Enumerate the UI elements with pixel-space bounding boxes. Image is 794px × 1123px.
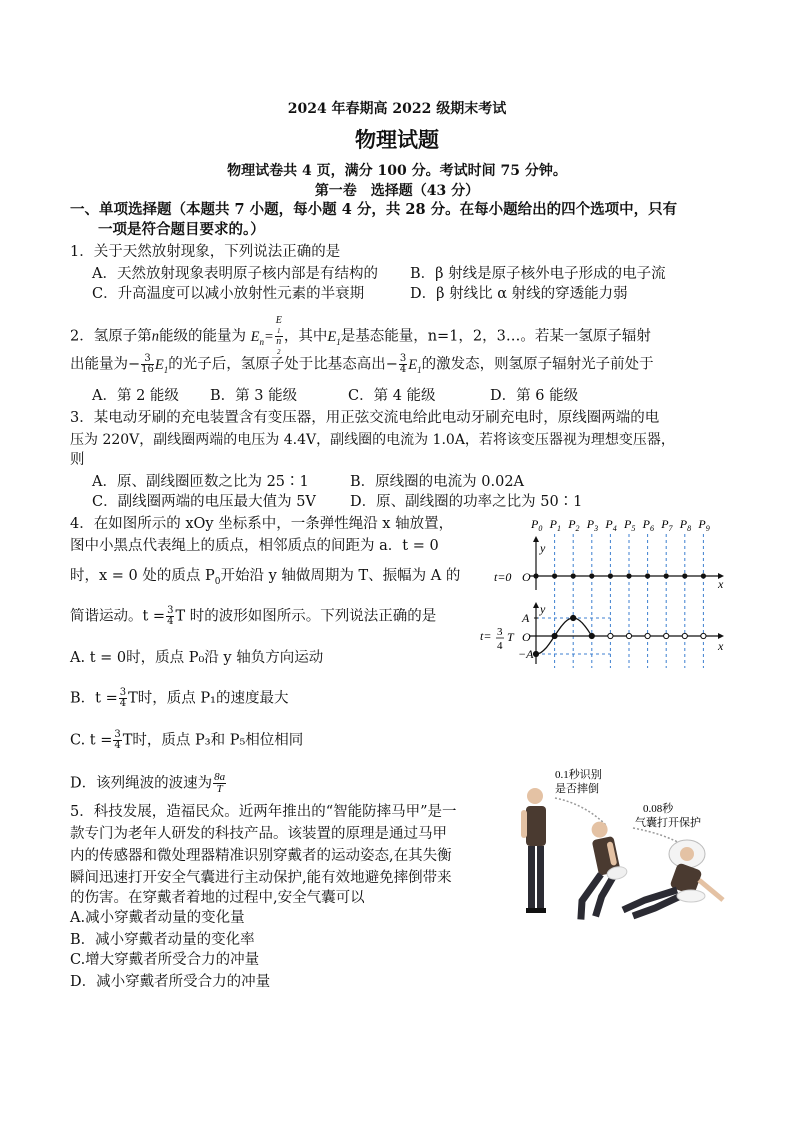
y-label-bottom: y bbox=[540, 602, 546, 616]
q2-option-d: D．第 6 能级 bbox=[490, 388, 579, 404]
q3-stem-line3: 则 bbox=[70, 452, 85, 468]
particle-bottom-2 bbox=[571, 615, 576, 620]
q1-option-c: C．升高温度可以减小放射性元素的半衰期 bbox=[92, 286, 365, 302]
q3-option-c: C．副线圈两端的电压最大值为 5V bbox=[92, 494, 316, 510]
particle-label-9: $P_9$ bbox=[698, 517, 710, 533]
q5-option-c: C.增大穿戴者所受合力的冲量 bbox=[70, 952, 260, 968]
q4-stem-line1: 4．在如图所示的 xOy 坐标系中，一条弹性绳沿 x 轴放置， bbox=[70, 516, 454, 532]
q5-stem-line2: 款专门为老年人研发的科技产品。该装置的原理是通过马甲 bbox=[70, 826, 447, 842]
particle-top-7 bbox=[664, 573, 669, 578]
q2-option-a: A．第 2 能级 bbox=[92, 388, 179, 404]
particle-top-4 bbox=[608, 573, 613, 578]
q4-option-c: C. t = $\frac{3}{4}$ T时，质点 P₃和 P₅相位相同 bbox=[70, 729, 304, 751]
x-label-bottom: x bbox=[718, 639, 724, 653]
particle-label-0: $P_0$ bbox=[531, 517, 543, 533]
particle-bottom-7 bbox=[664, 633, 669, 638]
y-axis-top-arrow bbox=[533, 536, 539, 542]
person-falling-icon bbox=[562, 818, 635, 919]
label-detect-1: 0.1秒识别 bbox=[555, 769, 602, 781]
particle-top-0 bbox=[533, 573, 538, 578]
volume-title: 第一卷 选择题（43 分） bbox=[314, 183, 480, 199]
particle-label-3: $P_3$ bbox=[586, 517, 599, 533]
particle-bottom-1 bbox=[552, 633, 557, 638]
particle-label-4: $P_4$ bbox=[605, 517, 617, 533]
exam-title: 2024 年春期高 2022 级期末考试 bbox=[287, 101, 507, 117]
t34-num: 3 bbox=[497, 626, 503, 638]
section1-heading: 一、单项选择题（本题共 7 小题，每小题 4 分，共 28 分。在每小题给出的四个选项中，只有 bbox=[70, 201, 678, 218]
q5-stem-line4: 瞬间迅速打开安全气囊进行主动保护,能有效地避免摔倒带来 bbox=[70, 870, 452, 886]
q1-option-b: B．β 射线是原子核外电子形成的电子流 bbox=[410, 266, 666, 282]
q3-option-b: B．原线圈的电流为 0.02A bbox=[350, 474, 525, 490]
q5-option-a: A.减小穿戴者动量的变化量 bbox=[70, 910, 245, 926]
particle-bottom-4 bbox=[608, 633, 613, 638]
q3-stem-line1: 3．某电动牙刷的充电装置含有变压器，用正弦交流电给此电动牙刷充电时，原线圈两端的电 bbox=[70, 410, 660, 426]
label-detect-2: 是否摔倒 bbox=[555, 783, 599, 795]
particle-bottom-0 bbox=[533, 651, 538, 656]
particle-top-6 bbox=[645, 573, 650, 578]
q2-option-b: B．第 3 能级 bbox=[210, 388, 298, 404]
q5-stem-line1: 5．科技发展，造福民众。近两年推出的“智能防摔马甲”是一 bbox=[70, 804, 457, 820]
q4-stem-line2: 图中小黑点代表绳上的质点，相邻质点的间距为 a．t = 0 bbox=[70, 538, 439, 554]
x-label-top: x bbox=[718, 577, 724, 591]
q3-option-a: A．原、副线圈匝数之比为 25∶1 bbox=[92, 474, 309, 490]
q1-option-d: D．β 射线比 α 射线的穿透能力弱 bbox=[410, 286, 628, 302]
q4-stem-line4: 简谐运动。t = $\frac{3}{4}$ T 时的波形如图所示。下列说法正确的是 bbox=[70, 605, 437, 627]
energy-fraction: E 1 n 2 bbox=[275, 315, 282, 356]
origin-bottom: O bbox=[522, 630, 531, 644]
q3-option-d: D．原、副线圈的功率之比为 50∶1 bbox=[350, 494, 583, 510]
particle-top-3 bbox=[589, 573, 594, 578]
q5-option-b: B．减小穿戴者动量的变化率 bbox=[70, 932, 255, 948]
origin-top: O bbox=[522, 570, 531, 584]
particle-label-2: $P_2$ bbox=[568, 517, 580, 533]
particle-bottom-9 bbox=[701, 633, 706, 638]
q4-option-a: A. t = 0时，质点 P₀沿 y 轴负方向运动 bbox=[70, 650, 324, 666]
airbag-vest-figure bbox=[515, 764, 740, 924]
particle-label-1: $P_1$ bbox=[549, 517, 561, 533]
particle-top-2 bbox=[571, 573, 576, 578]
t0-label: t=0 bbox=[494, 570, 512, 584]
amplitude-label: A bbox=[522, 611, 530, 625]
q4-option-b: B．t = $\frac{3}{4}$ T时，质点 P₁的速度最大 bbox=[70, 687, 289, 709]
particle-label-7: $P_7$ bbox=[661, 517, 673, 533]
dashed-gridlines bbox=[536, 534, 703, 668]
particle-label-5: $P_5$ bbox=[624, 517, 636, 533]
neg-amplitude-label: −A bbox=[518, 647, 534, 661]
q1-stem: 1．关于天然放射现象，下列说法正确的是 bbox=[70, 244, 341, 260]
q4-option-d: D．该列绳波的波速为 $\frac{8a}{T}$ bbox=[70, 771, 226, 795]
wave-figure bbox=[478, 512, 730, 682]
label-airbag-1: 0.08秒 bbox=[643, 803, 674, 815]
particle-top-9 bbox=[701, 573, 706, 578]
y-label-top: y bbox=[540, 541, 546, 555]
particle-top-1 bbox=[552, 573, 557, 578]
q2-option-c: C．第 4 能级 bbox=[348, 388, 436, 404]
t34-den: 4 bbox=[497, 640, 503, 652]
q5-option-d: D．减小穿戴者所受合力的冲量 bbox=[70, 974, 271, 990]
particle-bottom-5 bbox=[626, 633, 631, 638]
person-airbag-icon bbox=[623, 840, 723, 916]
t34-label: t= bbox=[480, 629, 492, 643]
label-airbag-2: 气囊打开保护 bbox=[635, 817, 701, 829]
q3-stem-line2: 压为 220V，副线圈两端的电压为 4.4V，副线圈的电流为 1.0A，若将该变压器视为理想变压器， bbox=[70, 432, 675, 448]
particle-label-6: $P_6$ bbox=[642, 517, 654, 533]
particle-labels bbox=[530, 517, 710, 533]
particle-top-5 bbox=[626, 573, 631, 578]
person-standing-icon bbox=[521, 788, 546, 913]
section1-heading-cont: 一项是符合题目要求的。） bbox=[98, 221, 265, 238]
exam-info: 物理试卷共 4 页，满分 100 分。考试时间 75 分钟。 bbox=[227, 163, 567, 179]
t34-T: T bbox=[507, 630, 514, 644]
particle-bottom-3 bbox=[589, 633, 594, 638]
particle-bottom-8 bbox=[682, 633, 687, 638]
q2-stem-line2: 出能量为− $\frac{3}{16}$ $E_1$的光子后，氢原子处于比基态高出− $\frac{3}{4}$ $E_1$的激发态，则氢原子辐射光子前处于 bbox=[70, 353, 654, 375]
y-axis-bottom-arrow bbox=[533, 602, 539, 608]
subject-title: 物理试题 bbox=[355, 127, 439, 152]
particle-label-8: $P_8$ bbox=[679, 517, 692, 533]
particle-bottom-6 bbox=[645, 633, 650, 638]
q1-option-a: A．天然放射现象表明原子核内部是有结构的 bbox=[92, 266, 378, 282]
particle-top-8 bbox=[682, 573, 687, 578]
q5-stem-line3: 内的传感器和微处理器精准识别穿戴者的运动姿态,在其失衡 bbox=[70, 848, 452, 864]
q5-stem-line5: 的伤害。在穿戴者着地的过程中,安全气囊可以 bbox=[70, 890, 365, 906]
q2-stem-line1: 2．氢原子第n能级的能量为 $E_n=$ E 1 n 2 ，其中$E_1$是基态能量，n=1，2，3…。若某一氢原子辐射 bbox=[70, 315, 651, 356]
q4-stem-line3: 时，x = 0 处的质点 $P_0$开始沿 y 轴做周期为 T、振幅为 A 的 bbox=[70, 568, 461, 587]
